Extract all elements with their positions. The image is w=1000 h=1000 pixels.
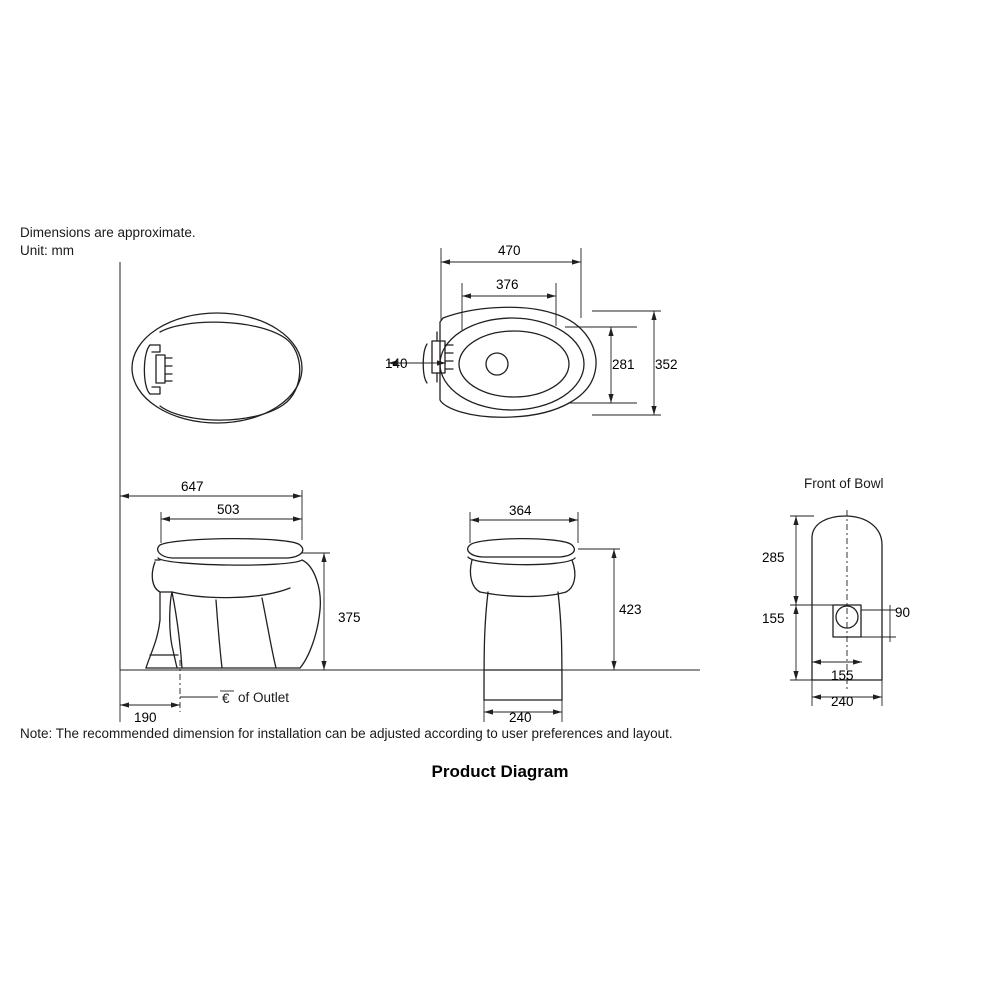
dim-value-285: 285 [762, 550, 785, 565]
dim-value-155-h: 155 [831, 668, 854, 683]
front-of-bowl-text: Front of Bowl [804, 476, 884, 491]
dim-value-240-front: 240 [509, 710, 532, 725]
header-text-block [20, 224, 196, 260]
dim-375 [302, 553, 330, 670]
bowl-top-view [423, 307, 596, 417]
dim-423 [578, 549, 620, 670]
seat-top-view [132, 313, 302, 423]
footer-note: Note: The recommended dimension for installation can be adjusted according to user preferences and layout. [20, 726, 673, 741]
page-title: Product Diagram [431, 762, 569, 781]
dim-value-503: 503 [217, 502, 240, 517]
dim-value-281: 281 [612, 357, 635, 372]
dim-value-140: 140 [385, 356, 408, 371]
dim-value-352: 352 [655, 357, 678, 372]
dim-value-90: 90 [895, 605, 911, 620]
header-line-2-text: Unit: mm [20, 243, 74, 258]
dim-value-470: 470 [498, 243, 521, 258]
dim-285 [790, 516, 814, 605]
dim-value-240-detail: 240 [831, 694, 854, 709]
outlet-label-text: of Outlet [238, 690, 290, 705]
dim-value-423: 423 [619, 602, 642, 617]
dim-value-647: 647 [181, 479, 204, 494]
dim-value-376: 376 [496, 277, 519, 292]
side-elevation [146, 539, 320, 668]
dim-value-375: 375 [338, 610, 361, 625]
header-line-1-text: Dimensions are approximate. [20, 225, 196, 240]
dim-value-190: 190 [134, 710, 157, 725]
outlet-centerline-symbol: € [222, 691, 230, 706]
dim-90 [861, 605, 896, 642]
dim-value-364: 364 [509, 503, 532, 518]
bowl-front-detail [812, 510, 882, 690]
dim-647 [120, 490, 302, 540]
front-elevation [468, 539, 575, 700]
dim-value-155-v: 155 [762, 611, 785, 626]
